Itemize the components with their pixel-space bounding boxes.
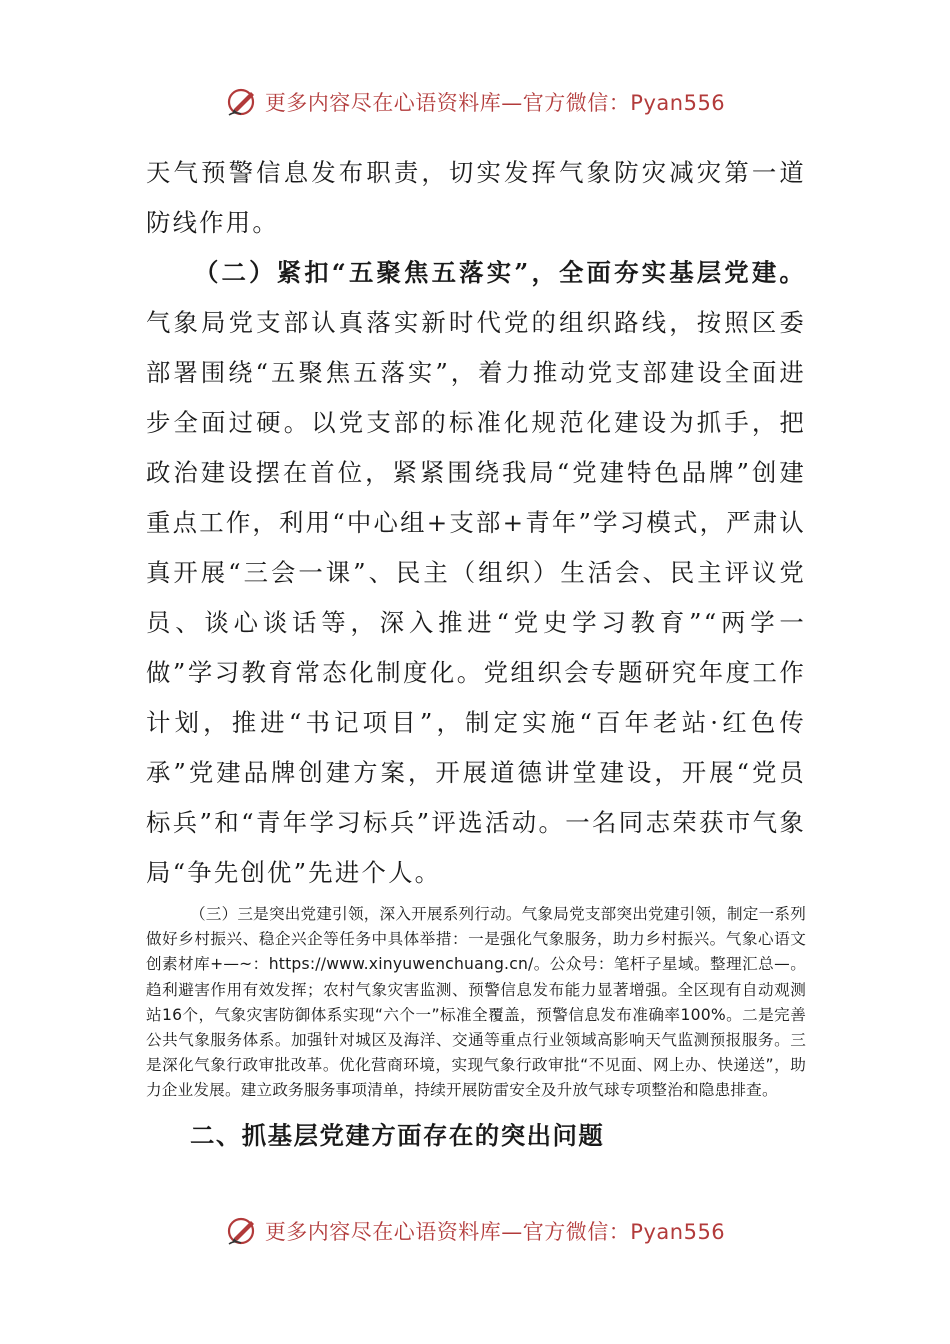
- pen-logo-icon: [225, 85, 259, 119]
- document-body: [146, 148, 806, 1158]
- section-heading: 二、抓基层党建方面存在的突出问题: [190, 1120, 605, 1150]
- header-banner: [0, 82, 950, 122]
- paragraph-2-body: 气象局党支部认真落实新时代党的组织路线，按照区委部署围绕“五聚焦五落实”，着力推动党支部建设全面进步全面过硬。以党支部的标准化规范化建设为抓手，把政治建设摆在首位，紧紧围绕我局“党建特色品牌”创建重点工作，利用“中心组+支部+青年”学习模式，严肃认真开展“三会一课”、民主（组织）生活会、民主评议党员、谈心谈话等，深入推进“党史学习教育”“两学一做”学习教育常态化制度化。党组织会专题研究年度工作计划，推进“书记项目”，制定实施“百年老站·红色传承”党建品牌创建方案，开展道德讲堂建设，开展“党员标兵”和“青年学习标兵”评选活动。一名同志荣获市气象局“争先创优”先进个人。: [146, 308, 806, 887]
- paragraph-2: [146, 248, 806, 898]
- header-banner-text: 更多内容尽在心语资料库—官方微信：Pyan556: [264, 91, 726, 115]
- paragraph-1: 天气预警信息发布职责，切实发挥气象防灾减灾第一道防线作用。: [146, 158, 806, 237]
- paragraph-3: （三）三是突出党建引领，深入开展系列行动。气象局党支部突出党建引领，制定一系列做好乡村振兴、稳企兴企等任务中具体举措：一是强化气象服务，助力乡村振兴。气象心语文创素材库+—~：https://www.xinyuwenchuang.cn/。公众号：笔杆子星域。整理汇总—。趋利避害作用有效发挥；农村气象灾害监测、预警信息发布能力显著增强。全区现有自动观测站16个，气象灾害防御体系实现“六个一”标准全覆盖，预警信息发布准确率100%。二是完善公共气象服务体系。加强针对城区及海洋、交通等重点行业领域高影响天气监测预报服务。三是深化气象行政审批改革。优化营商环境，实现气象行政审批“不见面、网上办、快递送”，助力企业发展。建立政务服务事项清单，持续开展防雷安全及升放气球专项整治和隐患排查。: [146, 905, 806, 1100]
- footer-banner: [0, 1211, 950, 1251]
- paragraph-2-heading: （二）紧扣“五聚焦五落实”，全面夯实基层党建。: [194, 258, 806, 287]
- footer-banner-text: 更多内容尽在心语资料库—官方微信：Pyan556: [264, 1220, 726, 1244]
- pen-logo-icon: [225, 1214, 259, 1248]
